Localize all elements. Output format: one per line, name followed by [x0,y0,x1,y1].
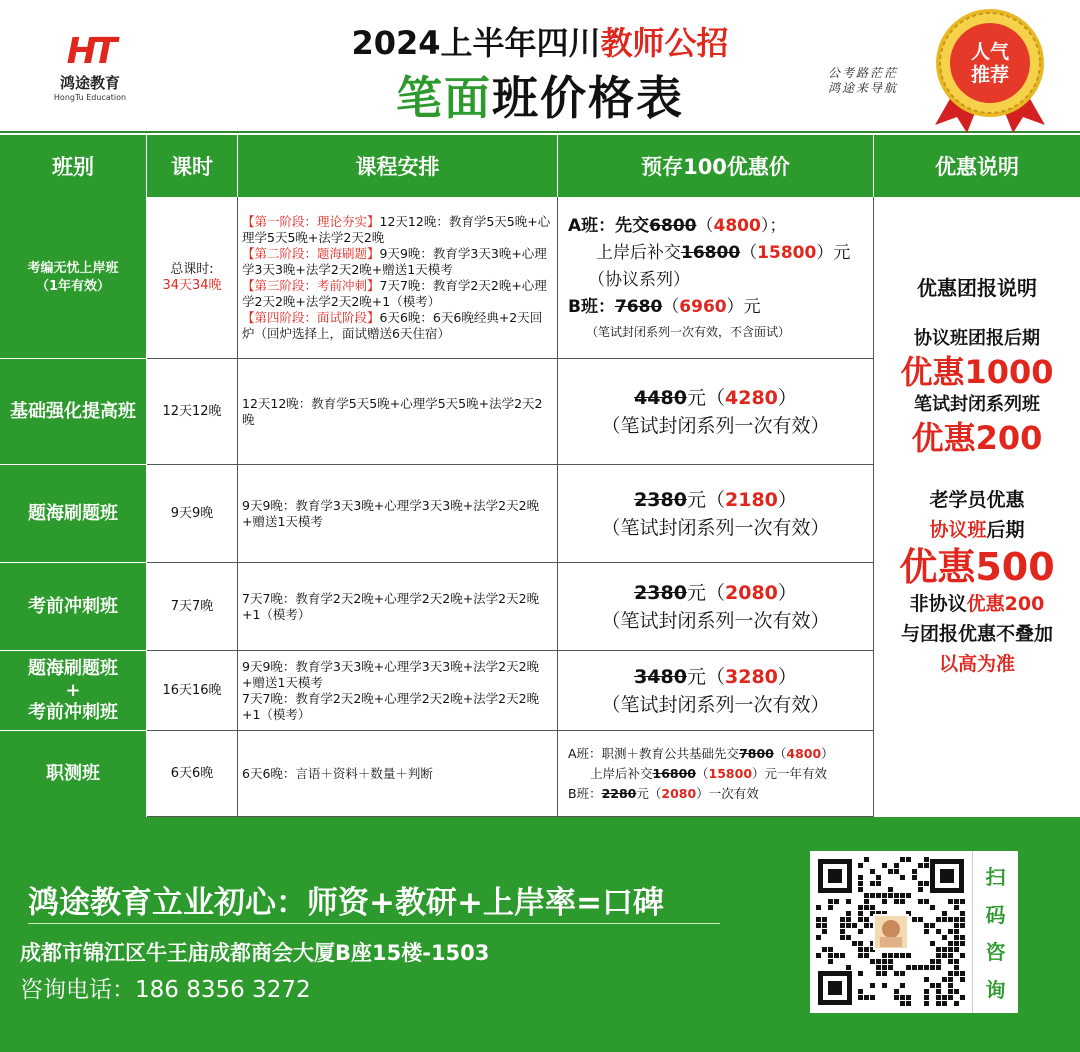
price-b-label: B班： [568,785,602,801]
table-row-class-name [0,359,147,465]
table-row-schedule: 9天9晚：教育学3天3晚+心理学3天3晚+法学2天2晚+赠送1天模考 [238,465,558,563]
price-a-separator: ； [769,215,787,236]
table-row-price: 2380元（2080） （笔试封闭系列一次有效） [558,563,874,651]
schedule-line-2: 7天7晚：教育学2天2晚+心理学2天2晚+法学2天2晚+1（模考） [242,690,540,722]
scan-label [972,851,1018,1013]
class-name-b: 考前冲刺班 [28,701,118,723]
price-old: 2380 [634,581,687,604]
column-header-discount: 优惠说明 [874,135,1080,197]
table-row-class-name [0,563,147,651]
subtitle-rest: 班价格表 [492,71,684,125]
phone-label: 咨询电话： [20,977,135,1003]
class-name: 题海刷题班 [28,502,118,524]
price-note: （笔试封闭系列一次有效） [601,693,830,716]
subtitle-highlight: 笔面 [396,71,492,125]
discount-line-7: 优惠500 [899,545,1055,589]
table-row-hours: 16天16晚 [147,651,238,731]
price-a-old: 6800 [649,215,697,236]
stage-4-text: 6天6晚：6天6晚经典+2天回炉（回炉选择上，面试赠送6天住宿） [242,309,543,341]
page-subtitle [0,62,1080,128]
stage-4-tag: 【第四阶段：面试阶段】 [242,309,380,325]
table-row-price: A班：职测＋教育公共基础先交7800（4800） 上岸后补交16800（15800）元一年有效 B班：2280元（2080）一次有效 [558,731,874,817]
footer [0,817,1080,1052]
discount-line-1: 协议班团报后期 [914,328,1040,349]
discount-line-6-black: 后期 [986,519,1025,541]
schedule-line-1: 9天9晚：教育学3天3晚+心理学3天3晚+法学2天2晚+赠送1天模考 [242,658,540,690]
column-header-class: 班别 [0,135,147,197]
logo-mark: HT [66,31,114,72]
table-row-hours: 9天9晚 [147,465,238,563]
discount-line-6-red: 协议班 [929,519,987,541]
page-title [0,18,1080,64]
price-note: （笔试封闭系列一次有效） [601,516,830,539]
table-row-schedule: 12天12晚：教育学5天5晚+心理学5天5晚+法学2天2晚 [238,359,558,465]
price-note: （笔试封闭系列一次有效） [601,609,830,632]
table-row-class-name [0,731,147,817]
discount-line-4: 优惠200 [911,419,1043,457]
badge-line-2: 推荐 [970,64,1010,86]
price-b-old: 2280 [601,785,637,801]
class-name-a: 题海刷题班 [28,657,118,679]
table-row-class-name [0,465,147,563]
stage-2-text: 9天9晚：教育学3天3晚+心理学3天3晚+法学2天2晚+赠送1天模考 [242,245,547,277]
table-row-schedule [238,651,558,731]
discount-line-8-black: 非协议 [909,593,967,615]
scan-char-3: 咨 [985,940,1006,965]
stage-3-text: 7天7晚：教育学2天2晚+心理学2天2晚+法学2天2晚+1（模考） [242,277,547,309]
logo-name: 鸿途教育 [59,74,120,92]
discount-line-3: 笔试封闭系列班 [914,394,1040,415]
discount-line-6 [874,515,1080,545]
discount-line-8 [874,589,1080,619]
discount-line-5: 老学员优惠 [929,489,1025,511]
price-new: 2180 [725,488,778,511]
class-name: 考编无忧上岸班 [27,260,119,276]
price-a-series: （协议系列） [588,269,690,290]
table-row-schedule: 6天6晚：言语＋资料＋数量＋判断 [238,731,558,817]
popular-badge-icon [925,5,1055,135]
hours-label: 总课时: [170,261,214,277]
footer-slogan: 鸿途教育立业初心：师资+教研+上岸率=口碑 [28,885,664,921]
price-a-old: 7800 [739,745,774,761]
class-name-plus: + [65,679,81,701]
price-old: 2380 [634,488,687,511]
price-unit: 元 [686,386,706,409]
column-header-price: 预存100优惠价 [558,135,874,197]
stage-3-tag: 【第三阶段：考前冲刺】 [242,277,380,293]
phone-number: 186 8356 3272 [135,977,311,1003]
price-unit: 元 [686,665,706,688]
price-a2-new: 15800 [708,765,753,781]
discount-line-8-red: 优惠200 [966,593,1045,615]
scan-char-4: 询 [985,977,1006,1002]
title-highlight: 教师公招 [600,24,729,62]
class-name: 基础强化提高班 [10,400,136,422]
price-b-label: B班： [568,296,615,317]
discount-line-9: 与团报优惠不叠加 [900,623,1053,645]
table-row-hours: 6天6晚 [147,731,238,817]
discount-heading: 优惠团报说明 [917,276,1037,300]
table-row-price: 4480元（4280） （笔试封闭系列一次有效） [558,359,874,465]
class-name: 考前冲刺班 [28,595,118,617]
price-a-new: 4800 [786,745,822,761]
column-header-schedule: 课程安排 [238,135,558,197]
price-a2-label: 上岸后补交 [596,242,681,263]
price-a-label: A班：职测＋教育公共基础先交 [568,745,740,761]
price-b-old: 7680 [614,296,663,317]
price-a-new: 4800 [713,215,761,236]
price-table [0,135,1080,817]
table-row-class-name [0,197,147,359]
price-a2-new: 15800 [757,242,817,263]
price-a2-label: 上岸后补交 [590,765,653,781]
price-note: （笔试封闭系列一次有效，不含面试） [586,324,791,339]
price-a2-unit: 元 [833,242,851,263]
qr-code-icon[interactable] [810,851,972,1013]
footer-divider [28,923,720,924]
price-b-unit: 元 [743,296,761,317]
scan-char-1: 扫 [985,865,1006,890]
table-row-price: 3480元（3280） （笔试封闭系列一次有效） [558,651,874,731]
table-row-hours: 12天12晚 [147,359,238,465]
table-row-hours [147,197,238,359]
header-slogan [828,66,898,96]
price-old: 4480 [634,386,687,409]
price-unit: 元 [686,488,706,511]
price-b-unit: 元 [636,785,649,801]
logo-english-name: HongTu Education [53,93,127,102]
price-new: 3280 [725,665,778,688]
price-b-new: 2080 [661,785,697,801]
price-a2-tail: 元一年有效 [764,765,828,781]
hours-value: 34天34晚 [162,277,222,293]
column-header-hours: 课时 [147,135,238,197]
footer-phone [20,971,311,1004]
table-row-class-name [0,651,147,731]
price-note: （笔试封闭系列一次有效） [601,414,830,437]
table-row-price: A班：先交6800（4800）； 上岸后补交16800（15800）元 （协议系列） B班：7680（6960）元 （笔试封闭系列一次有效，不含面试） [558,197,874,359]
price-a2-old: 16800 [652,765,697,781]
class-name: 职测班 [46,763,100,784]
stage-2-tag: 【第二阶段：题海刷题】 [242,245,380,261]
table-row-price: 2380元（2180） （笔试封闭系列一次有效） [558,465,874,563]
price-unit: 元 [686,581,706,604]
table-row-schedule: 7天7晚：教育学2天2晚+心理学2天2晚+法学2天2晚+1（模考） [238,563,558,651]
price-b-tail: 一次有效 [708,785,759,801]
stage-1-tag: 【第一阶段：理论夯实】 [242,213,380,229]
price-b-new: 6960 [679,296,727,317]
price-new: 4280 [725,386,778,409]
scan-char-2: 码 [985,902,1006,927]
discount-panel [874,197,1080,817]
discount-line-10: 以高为准 [938,653,1015,675]
price-a2-old: 16800 [681,242,741,263]
title-prefix: 2024上半年四川 [351,24,601,62]
badge-line-1: 人气 [970,41,1010,63]
stage-1-text: 12天12晚：教育学5天5晚+心理学5天5晚+法学2天2晚 [242,213,551,245]
header [0,0,1080,133]
table-row-schedule [238,197,558,359]
footer-address: 成都市锦江区牛王庙成都商会大厦B座15楼-1503 [20,941,490,965]
slogan-line-1: 公考路茫茫 [828,66,899,80]
table-row-hours: 7天7晚 [147,563,238,651]
price-old: 3480 [634,665,687,688]
price-a-label: A班：先交 [568,215,650,236]
slogan-line-2: 鸿途来导航 [828,81,899,95]
class-name-note: （1年有效） [35,278,111,294]
discount-line-2: 优惠1000 [900,353,1054,391]
price-new: 2080 [725,581,778,604]
